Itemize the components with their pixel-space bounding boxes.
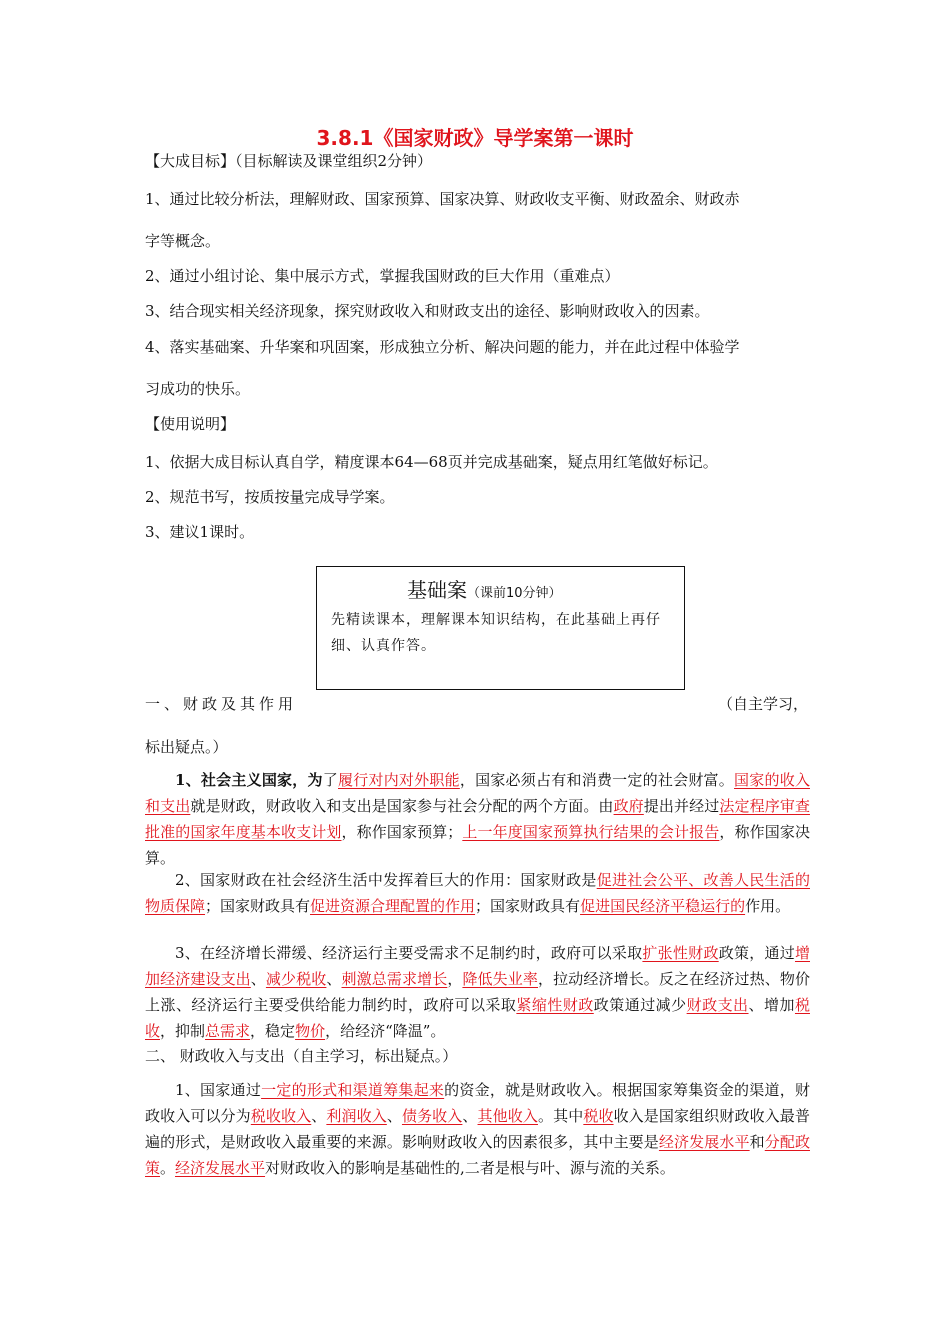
p2-answer: 促进国民经济平稳运行的 (580, 897, 746, 915)
p4-text: 、 (462, 1107, 478, 1125)
box-title (407, 574, 562, 603)
usage-2: 2、规范书写，按质按量完成导学案。 (145, 488, 395, 506)
usage-heading: 【使用说明】 (145, 415, 236, 433)
paragraph-finance-role (145, 867, 810, 919)
p4-answer: 一定的形式和渠道筹集起来 (261, 1081, 445, 1099)
paragraph-finance-income (145, 1077, 810, 1181)
p1-answer: 法定程序审查批准的国家年度基本收支计划 (145, 797, 810, 841)
p4-text: 、 (386, 1107, 402, 1125)
p4-text: 对财政收入的影响是基础性的,二者是根与叶、源与流的关系。 (265, 1159, 675, 1177)
p4-text: 的资金，就是财政收入。根据国家筹集资金的渠道，财政收入可以分为 (145, 1081, 810, 1125)
p2-text: 作用。 (745, 897, 791, 915)
p4-text: 。其中 (537, 1107, 584, 1125)
goal-1-line-1: 1、通过比较分析法，理解财政、国家预算、国家决算、财政收支平衡、财政盈余、财政赤 (145, 190, 740, 208)
p4-text: 。 (160, 1159, 176, 1177)
section-1-note-cont: 标出疑点。） (145, 738, 228, 756)
p3-answer: 减少税收 (265, 970, 327, 988)
p1-text: 提出并经过 (643, 797, 720, 815)
p2-text: 2、国家财政在社会经济生活中发挥着巨大的作用：国家财政是 (175, 871, 597, 889)
p1-text: ，称作国家预算； (341, 823, 463, 841)
p4-answer: 其他收入 (477, 1107, 538, 1125)
p4-answer: 利润收入 (326, 1107, 387, 1125)
goal-1-line-2: 字等概念。 (145, 232, 221, 250)
p1-text: 1、社会主义国家，为 (175, 771, 323, 789)
p3-answer: 总需求 (205, 1022, 251, 1040)
p4-text: 、 (311, 1107, 327, 1125)
paragraph-fiscal-policy (145, 940, 810, 1044)
p3-text: 政策，通过 (718, 944, 795, 962)
p3-text: ，给经济“降温”。 (325, 1022, 446, 1040)
page-title: 3.8.1《国家财政》导学案第一课时 (316, 126, 634, 150)
p3-answer: 财政支出 (686, 996, 749, 1014)
usage-1: 1、依据大成目标认真自学，精度课本64—68页并完成基础案，疑点用红笔做好标记。 (145, 453, 718, 471)
p1-answer: 国家的收入和支出 (145, 771, 810, 815)
p3-text: 、 (326, 970, 342, 988)
p4-text: 1、国家通过 (175, 1081, 262, 1099)
p3-answer: 扩张性财政 (642, 944, 719, 962)
usage-3: 3、建议1课时。 (145, 523, 255, 541)
p2-answer: 促进资源合理配置的作用 (310, 897, 476, 915)
p3-text: ， (447, 970, 463, 988)
p1-text: ，国家必须占有和消费一定的社会财富。 (459, 771, 735, 789)
p3-answer: 税收 (145, 996, 810, 1040)
p4-answer: 税收 (583, 1107, 614, 1125)
p3-text: 、 (250, 970, 266, 988)
p1-answer: 履行对内对外职能 (338, 771, 460, 789)
basic-case-box (316, 566, 685, 690)
p1-answer: 政府 (613, 797, 644, 815)
p3-text: 3、在经济增长滞缓、经济运行主要受需求不足制约时，政府可以采取 (175, 944, 643, 962)
p1-text: ，称作国家决算。 (145, 823, 810, 867)
p4-text: 收入是国家组织财政收入最普遍的形式，是财政收入最重要的来源。影响财政收入的因素很多，其中主要是 (145, 1107, 810, 1151)
p4-answer: 税收收入 (250, 1107, 312, 1125)
p3-answer: 增加经济建设支出 (145, 944, 810, 988)
p4-answer: 分配政策 (145, 1133, 810, 1177)
p3-answer: 刺激总需求增长 (341, 970, 448, 988)
goal-4-line-2: 习成功的快乐。 (145, 380, 251, 398)
p3-text: 、增加 (748, 996, 795, 1014)
p1-text: 就是财政，财政收入和支出是国家参与社会分配的两个方面。由 (190, 797, 614, 815)
p1-text: 了 (322, 771, 338, 789)
paragraph-finance-definition (145, 767, 810, 871)
box-subtitle: （课前10分钟） (467, 586, 562, 601)
p3-answer: 物价 (295, 1022, 326, 1040)
p1-answer: 上一年度国家预算执行结果的会计报告 (462, 823, 720, 841)
p4-text: 和 (749, 1133, 765, 1151)
p3-text: ，拉动经济增长。反之在经济过热、物价上涨、经济运行主要受供给能力制约时，政府可以采取 (145, 970, 810, 1014)
p2-text: ；国家财政具有 (475, 897, 581, 915)
goal-4-line-1: 4、落实基础案、升华案和巩固案，形成独立分析、解决问题的能力，并在此过程中体验学 (145, 338, 740, 356)
goals-heading: 【大成目标】（目标解读及课堂组织2分钟） (145, 152, 433, 170)
p3-text: 政策通过减少 (593, 996, 687, 1014)
p3-answer: 紧缩性财政 (516, 996, 594, 1014)
box-instructions: 先精读课本，理解课本知识结构，在此基础上再仔细、认真作答。 (331, 612, 661, 654)
goal-2: 2、通过小组讨论、集中展示方式，掌握我国财政的巨大作用（重难点） (145, 267, 620, 285)
p4-answer: 经济发展水平 (175, 1159, 266, 1177)
p2-answer: 促进社会公平、改善人民生活的物质保障 (145, 871, 810, 915)
box-title-text: 基础案 (407, 578, 467, 602)
p4-answer: 债务收入 (401, 1107, 463, 1125)
p2-text: ；国家财政具有 (205, 897, 311, 915)
p4-answer: 经济发展水平 (658, 1133, 750, 1151)
p3-answer: 降低失业率 (462, 970, 539, 988)
p3-text: ，抑制 (160, 1022, 206, 1040)
p3-text: ，稳定 (250, 1022, 296, 1040)
section-2-heading: 二、 财政收入与支出（自主学习，标出疑点。） (145, 1047, 458, 1065)
section-1-heading: 一、财政及其作用 (145, 695, 298, 713)
section-1-note: （自主学习， (718, 695, 809, 713)
goal-3: 3、结合现实相关经济现象，探究财政收入和财政支出的途径、影响财政收入的因素。 (145, 302, 710, 320)
